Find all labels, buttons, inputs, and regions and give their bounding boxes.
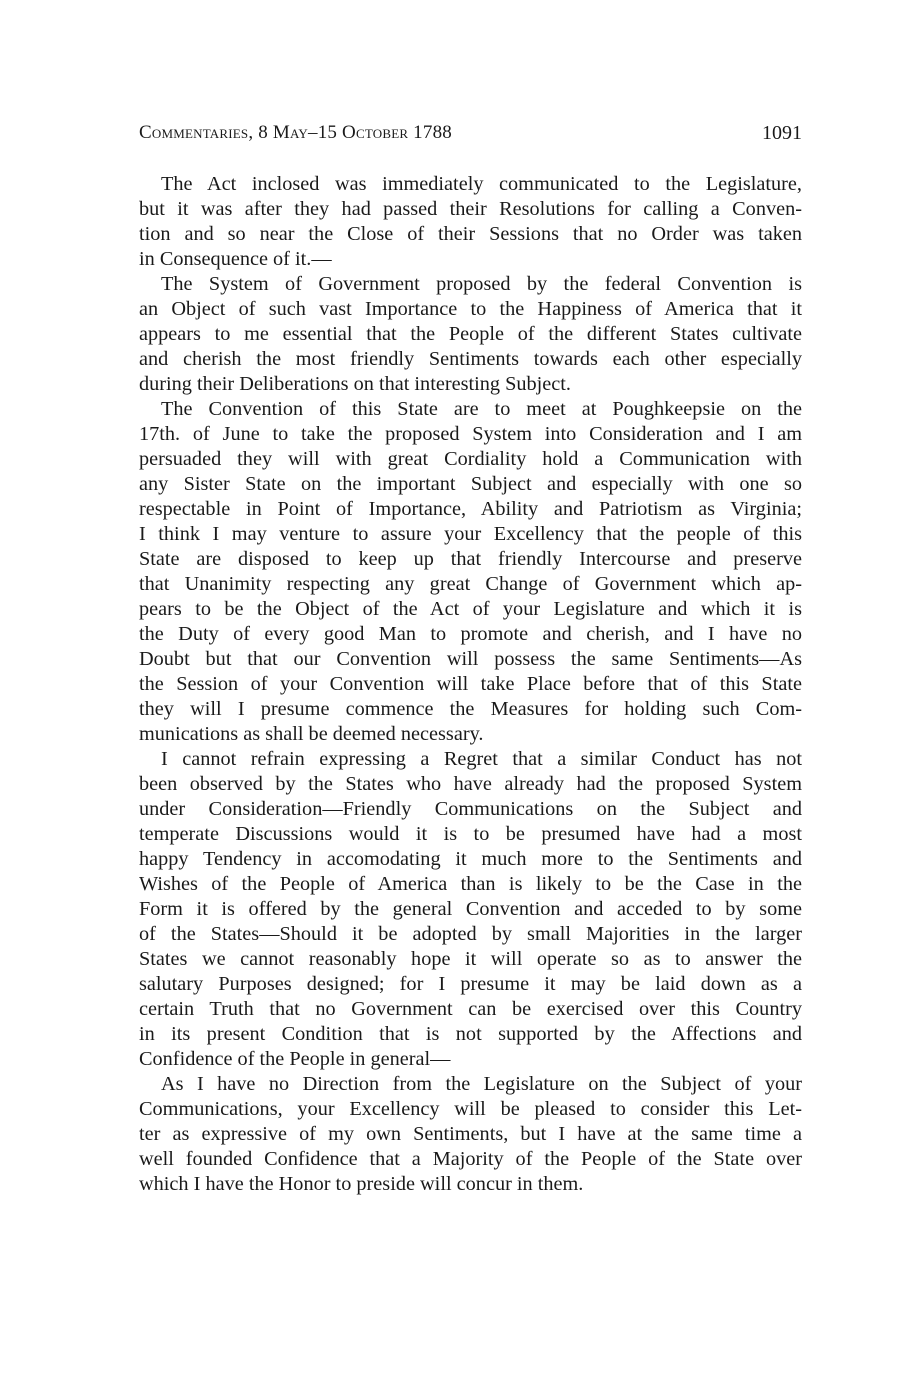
letter-body <box>139 172 802 1197</box>
text-line: certain Truth that no Government can be exercised over this Country <box>139 998 802 1020</box>
text-line: temperate Discussions would it is to be presumed have had a most <box>139 823 802 845</box>
text-line: The System of Government proposed by the federal Convention is <box>161 273 802 295</box>
text-line: Wishes of the People of America than is likely to be the Case in the <box>139 873 802 895</box>
page-number: 1091 <box>762 122 802 144</box>
text-line: an Object of such vast Importance to the Happiness of America that it <box>139 298 802 320</box>
text-line: in Consequence of it.— <box>139 248 332 270</box>
text-line: I think I may venture to assure your Excellency that the people of this <box>139 523 802 545</box>
text-line: persuaded they will with great Cordiality hold a Communication with <box>139 448 802 470</box>
text-line: and cherish the most friendly Sentiments towards each other especially <box>139 348 802 370</box>
text-line: 17th. of June to take the proposed System into Consideration and I am <box>139 423 802 445</box>
running-title: Commentaries, 8 May–15 October 1788 <box>139 122 452 143</box>
text-line: tion and so near the Close of their Sessions that no Order was taken <box>139 223 802 245</box>
text-line: Doubt but that our Convention will possess the same Sentiments—As <box>139 648 802 670</box>
text-line: The Act inclosed was immediately communicated to the Legislature, <box>161 173 802 195</box>
text-line: which I have the Honor to preside will concur in them. <box>139 1173 584 1195</box>
text-line: State are disposed to keep up that friendly Intercourse and preserve <box>139 548 802 570</box>
text-line: but it was after they had passed their Resolutions for calling a Conven- <box>139 198 802 220</box>
text-line: appears to me essential that the People of the different States cultivate <box>139 323 802 345</box>
text-line: The Convention of this State are to meet at Poughkeepsie on the <box>161 398 802 420</box>
text-line: the Session of your Convention will take Place before that of this State <box>139 673 802 695</box>
text-line: that Unanimity respecting any great Change of Government which ap- <box>139 573 802 595</box>
text-line: I cannot refrain expressing a Regret that a similar Conduct has not <box>161 748 802 770</box>
paragraph <box>139 172 802 272</box>
text-line: been observed by the States who have already had the proposed System <box>139 773 802 795</box>
text-line: Communications, your Excellency will be pleased to consider this Let- <box>139 1098 802 1120</box>
text-line: States we cannot reasonably hope it will operate so as to answer the <box>139 948 802 970</box>
paragraph <box>139 1072 802 1197</box>
text-line: of the States—Should it be adopted by small Majorities in the larger <box>139 923 802 945</box>
text-line: they will I presume commence the Measures for holding such Com- <box>139 698 802 720</box>
document-page <box>139 118 802 1197</box>
text-line: happy Tendency in accomodating it much more to the Sentiments and <box>139 848 802 870</box>
text-line: ter as expressive of my own Sentiments, but I have at the same time a <box>139 1123 802 1145</box>
running-head <box>139 118 802 154</box>
text-line: under Consideration—Friendly Communications on the Subject and <box>139 798 802 820</box>
text-line: during their Deliberations on that interesting Subject. <box>139 373 572 395</box>
text-line: munications as shall be deemed necessary. <box>139 723 484 745</box>
text-line: salutary Purposes designed; for I presume it may be laid down as a <box>139 973 802 995</box>
text-line: the Duty of every good Man to promote and cherish, and I have no <box>139 623 802 645</box>
paragraph <box>139 747 802 1072</box>
text-line: Form it is offered by the general Convention and acceded to by some <box>139 898 802 920</box>
text-line: in its present Condition that is not supported by the Affections and <box>139 1023 802 1045</box>
text-line: respectable in Point of Importance, Ability and Patriotism as Virginia; <box>139 498 802 520</box>
text-line: any Sister State on the important Subject and especially with one so <box>139 473 802 495</box>
paragraph <box>139 272 802 397</box>
text-line: As I have no Direction from the Legislature on the Subject of your <box>161 1073 802 1095</box>
text-line: pears to be the Object of the Act of your Legislature and which it is <box>139 598 802 620</box>
paragraph <box>139 397 802 747</box>
text-line: well founded Confidence that a Majority of the People of the State over <box>139 1148 802 1170</box>
text-line: Confidence of the People in general— <box>139 1048 451 1070</box>
